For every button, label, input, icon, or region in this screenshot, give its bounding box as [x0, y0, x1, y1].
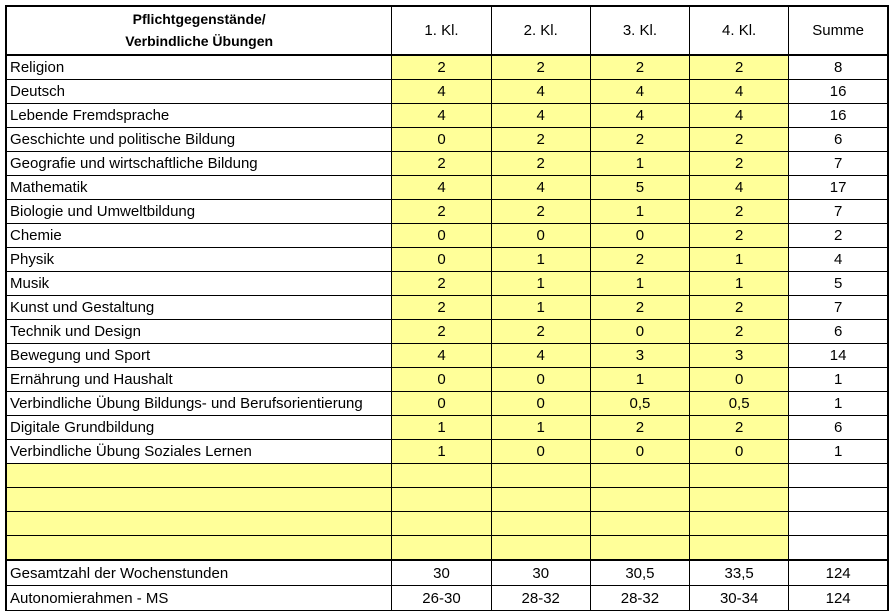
autonomy-range-row [6, 586, 888, 611]
grade1-hours-cell[interactable]: 4 [392, 344, 491, 368]
sum-cell[interactable]: 1 [789, 392, 888, 416]
empty-row [6, 488, 888, 512]
table-row [6, 200, 888, 224]
grade4-hours-cell[interactable]: 4 [690, 104, 789, 128]
empty-row [6, 512, 888, 536]
grade4-total-cell[interactable]: 30-34 [690, 586, 789, 611]
grade4-hours-cell[interactable]: 2 [690, 128, 789, 152]
table-row [6, 55, 888, 80]
empty-cell[interactable] [789, 512, 888, 536]
subject-cell[interactable]: Kunst und Gestaltung [6, 296, 392, 320]
grade4-hours-cell[interactable]: 4 [690, 80, 789, 104]
table-row [6, 296, 888, 320]
grade4-hours-cell[interactable]: 1 [690, 272, 789, 296]
grade1-hours-cell[interactable]: 0 [392, 128, 491, 152]
empty-cell[interactable] [392, 488, 491, 512]
grade3-hours-cell[interactable]: 2 [590, 55, 689, 80]
grade2-hours-cell[interactable]: 0 [491, 440, 590, 464]
subject-cell[interactable]: Bewegung und Sport [6, 344, 392, 368]
grade2-hours-cell[interactable]: 4 [491, 80, 590, 104]
grade1-hours-cell[interactable]: 4 [392, 176, 491, 200]
sum-cell[interactable]: 7 [789, 296, 888, 320]
sum-cell[interactable]: 2 [789, 224, 888, 248]
total-sum-cell[interactable]: 124 [789, 586, 888, 611]
empty-cell[interactable] [491, 512, 590, 536]
grade1-hours-cell[interactable]: 2 [392, 320, 491, 344]
grade4-hours-cell[interactable]: 0,5 [690, 392, 789, 416]
grade4-hours-cell[interactable]: 3 [690, 344, 789, 368]
grade3-hours-cell[interactable]: 2 [590, 296, 689, 320]
empty-cell[interactable] [6, 488, 392, 512]
grade4-hours-cell[interactable]: 2 [690, 55, 789, 80]
subject-cell[interactable]: Chemie [6, 224, 392, 248]
empty-cell[interactable] [789, 488, 888, 512]
empty-cell[interactable] [690, 488, 789, 512]
grade3-hours-cell[interactable]: 0 [590, 320, 689, 344]
subject-cell[interactable]: Geografie und wirtschaftliche Bildung [6, 152, 392, 176]
grade1-hours-cell[interactable]: 2 [392, 200, 491, 224]
sum-cell[interactable]: 6 [789, 128, 888, 152]
grade2-hours-cell[interactable]: 0 [491, 368, 590, 392]
subject-cell[interactable]: Physik [6, 248, 392, 272]
total-rows [6, 560, 888, 611]
subject-cell[interactable]: Mathematik [6, 176, 392, 200]
grade4-hours-cell[interactable]: 2 [690, 200, 789, 224]
grade2-hours-cell[interactable]: 1 [491, 416, 590, 440]
empty-cell[interactable] [690, 536, 789, 561]
grade3-hours-cell[interactable]: 2 [590, 248, 689, 272]
table-row [6, 152, 888, 176]
empty-cell[interactable] [392, 464, 491, 488]
grade1-hours-cell[interactable]: 0 [392, 224, 491, 248]
grade2-hours-cell[interactable]: 2 [491, 320, 590, 344]
empty-cell[interactable] [392, 536, 491, 561]
grade1-header[interactable]: 1. Kl. [392, 6, 491, 55]
sum-cell[interactable]: 5 [789, 272, 888, 296]
grade1-hours-cell[interactable]: 1 [392, 416, 491, 440]
grade3-hours-cell[interactable]: 5 [590, 176, 689, 200]
table-row [6, 104, 888, 128]
empty-cell[interactable] [491, 536, 590, 561]
table-row [6, 440, 888, 464]
subject-cell[interactable]: Religion [6, 55, 392, 80]
table-row [6, 224, 888, 248]
empty-cell[interactable] [789, 536, 888, 561]
total-hours-row [6, 560, 888, 586]
sum-header[interactable]: Summe [789, 6, 888, 55]
subject-cell[interactable]: Digitale Grundbildung [6, 416, 392, 440]
empty-cell[interactable] [6, 536, 392, 561]
grade4-hours-cell[interactable]: 4 [690, 176, 789, 200]
empty-cell[interactable] [392, 512, 491, 536]
sum-cell[interactable]: 7 [789, 200, 888, 224]
grade3-hours-cell[interactable]: 0 [590, 224, 689, 248]
grade3-hours-cell[interactable]: 0 [590, 440, 689, 464]
lesson-table [5, 5, 889, 611]
subject-cell[interactable]: Biologie und Umweltbildung [6, 200, 392, 224]
grade1-hours-cell[interactable]: 4 [392, 104, 491, 128]
subject-cell[interactable]: Deutsch [6, 80, 392, 104]
total-label-cell[interactable]: Gesamtzahl der Wochenstunden [6, 560, 392, 586]
sum-cell[interactable]: 8 [789, 55, 888, 80]
grade4-hours-cell[interactable]: 2 [690, 416, 789, 440]
grade4-hours-cell[interactable]: 2 [690, 224, 789, 248]
grade3-hours-cell[interactable]: 0,5 [590, 392, 689, 416]
empty-row [6, 464, 888, 488]
table-row [6, 416, 888, 440]
grade1-hours-cell[interactable]: 2 [392, 272, 491, 296]
grade4-hours-cell[interactable]: 0 [690, 368, 789, 392]
table-row [6, 392, 888, 416]
grade2-hours-cell[interactable]: 2 [491, 152, 590, 176]
empty-cell[interactable] [690, 464, 789, 488]
table-row [6, 272, 888, 296]
sum-cell[interactable]: 7 [789, 152, 888, 176]
grade1-hours-cell[interactable]: 0 [392, 248, 491, 272]
sum-cell[interactable]: 16 [789, 80, 888, 104]
empty-cell[interactable] [590, 488, 689, 512]
sum-cell[interactable]: 6 [789, 416, 888, 440]
grade3-header[interactable]: 3. Kl. [590, 6, 689, 55]
grade3-hours-cell[interactable]: 3 [590, 344, 689, 368]
grade2-hours-cell[interactable]: 4 [491, 176, 590, 200]
sum-cell[interactable]: 1 [789, 440, 888, 464]
subject-cell[interactable]: Musik [6, 272, 392, 296]
subject-cell[interactable]: Ernährung und Haushalt [6, 368, 392, 392]
subject-rows [6, 55, 888, 464]
grade4-hours-cell[interactable]: 2 [690, 152, 789, 176]
grade3-hours-cell[interactable]: 1 [590, 368, 689, 392]
spreadsheet [5, 5, 889, 611]
header-row [6, 6, 888, 55]
table-row [6, 80, 888, 104]
grade1-hours-cell[interactable]: 2 [392, 55, 491, 80]
grade4-total-cell[interactable]: 33,5 [690, 560, 789, 586]
table-row [6, 248, 888, 272]
grade2-hours-cell[interactable]: 0 [491, 224, 590, 248]
grade1-hours-cell[interactable]: 0 [392, 392, 491, 416]
grade3-hours-cell[interactable]: 2 [590, 128, 689, 152]
grade2-hours-cell[interactable]: 1 [491, 272, 590, 296]
grade3-hours-cell[interactable]: 1 [590, 152, 689, 176]
grade3-hours-cell[interactable]: 4 [590, 80, 689, 104]
subject-header[interactable] [6, 6, 392, 55]
subject-cell[interactable]: Lebende Fremdsprache [6, 104, 392, 128]
grade2-hours-cell[interactable]: 4 [491, 104, 590, 128]
empty-cell[interactable] [590, 512, 689, 536]
total-sum-cell[interactable]: 124 [789, 560, 888, 586]
empty-cell[interactable] [6, 512, 392, 536]
grade1-hours-cell[interactable]: 4 [392, 80, 491, 104]
grade4-hours-cell[interactable]: 0 [690, 440, 789, 464]
table-row [6, 344, 888, 368]
empty-row [6, 536, 888, 561]
grade4-hours-cell[interactable]: 2 [690, 320, 789, 344]
grade2-total-cell[interactable]: 30 [491, 560, 590, 586]
grade3-hours-cell[interactable]: 1 [590, 272, 689, 296]
sum-cell[interactable]: 17 [789, 176, 888, 200]
grade3-total-cell[interactable]: 30,5 [590, 560, 689, 586]
subject-header-line2: Verbindliche Übungen [125, 32, 274, 49]
total-label-cell[interactable]: Autonomierahmen - MS [6, 586, 392, 611]
grade3-hours-cell[interactable]: 4 [590, 104, 689, 128]
sum-cell[interactable]: 1 [789, 368, 888, 392]
table-row [6, 176, 888, 200]
subject-header-line1: Pflichtgegenstände/ [132, 10, 266, 27]
grade4-header[interactable]: 4. Kl. [690, 6, 789, 55]
grade1-hours-cell[interactable]: 2 [392, 152, 491, 176]
grade1-hours-cell[interactable]: 2 [392, 296, 491, 320]
empty-cell[interactable] [491, 488, 590, 512]
subject-cell[interactable]: Technik und Design [6, 320, 392, 344]
grade3-total-cell[interactable]: 28-32 [590, 586, 689, 611]
empty-cell[interactable] [590, 536, 689, 561]
empty-cell[interactable] [6, 464, 392, 488]
grade4-hours-cell[interactable]: 1 [690, 248, 789, 272]
sum-cell[interactable]: 4 [789, 248, 888, 272]
grade2-total-cell[interactable]: 28-32 [491, 586, 590, 611]
subject-cell[interactable]: Geschichte und politische Bildung [6, 128, 392, 152]
grade1-total-cell[interactable]: 26-30 [392, 586, 491, 611]
subject-cell[interactable]: Verbindliche Übung Soziales Lernen [6, 440, 392, 464]
grade1-total-cell[interactable]: 30 [392, 560, 491, 586]
table-row [6, 128, 888, 152]
grade3-hours-cell[interactable]: 2 [590, 416, 689, 440]
empty-cell[interactable] [789, 464, 888, 488]
grade4-hours-cell[interactable]: 2 [690, 296, 789, 320]
grade2-hours-cell[interactable]: 1 [491, 248, 590, 272]
empty-cell[interactable] [690, 512, 789, 536]
grade1-hours-cell[interactable]: 1 [392, 440, 491, 464]
empty-cell[interactable] [491, 464, 590, 488]
grade3-hours-cell[interactable]: 1 [590, 200, 689, 224]
grade2-hours-cell[interactable]: 2 [491, 128, 590, 152]
grade2-hours-cell[interactable]: 1 [491, 296, 590, 320]
grade2-hours-cell[interactable]: 4 [491, 344, 590, 368]
grade2-hours-cell[interactable]: 2 [491, 200, 590, 224]
grade2-header[interactable]: 2. Kl. [491, 6, 590, 55]
subject-cell[interactable]: Verbindliche Übung Bildungs- und Berufsorientierung [6, 392, 392, 416]
grade1-hours-cell[interactable]: 0 [392, 368, 491, 392]
grade2-hours-cell[interactable]: 0 [491, 392, 590, 416]
sum-cell[interactable]: 16 [789, 104, 888, 128]
empty-rows [6, 464, 888, 561]
sum-cell[interactable]: 6 [789, 320, 888, 344]
grade2-hours-cell[interactable]: 2 [491, 55, 590, 80]
table-row [6, 368, 888, 392]
table-row [6, 320, 888, 344]
empty-cell[interactable] [590, 464, 689, 488]
sum-cell[interactable]: 14 [789, 344, 888, 368]
